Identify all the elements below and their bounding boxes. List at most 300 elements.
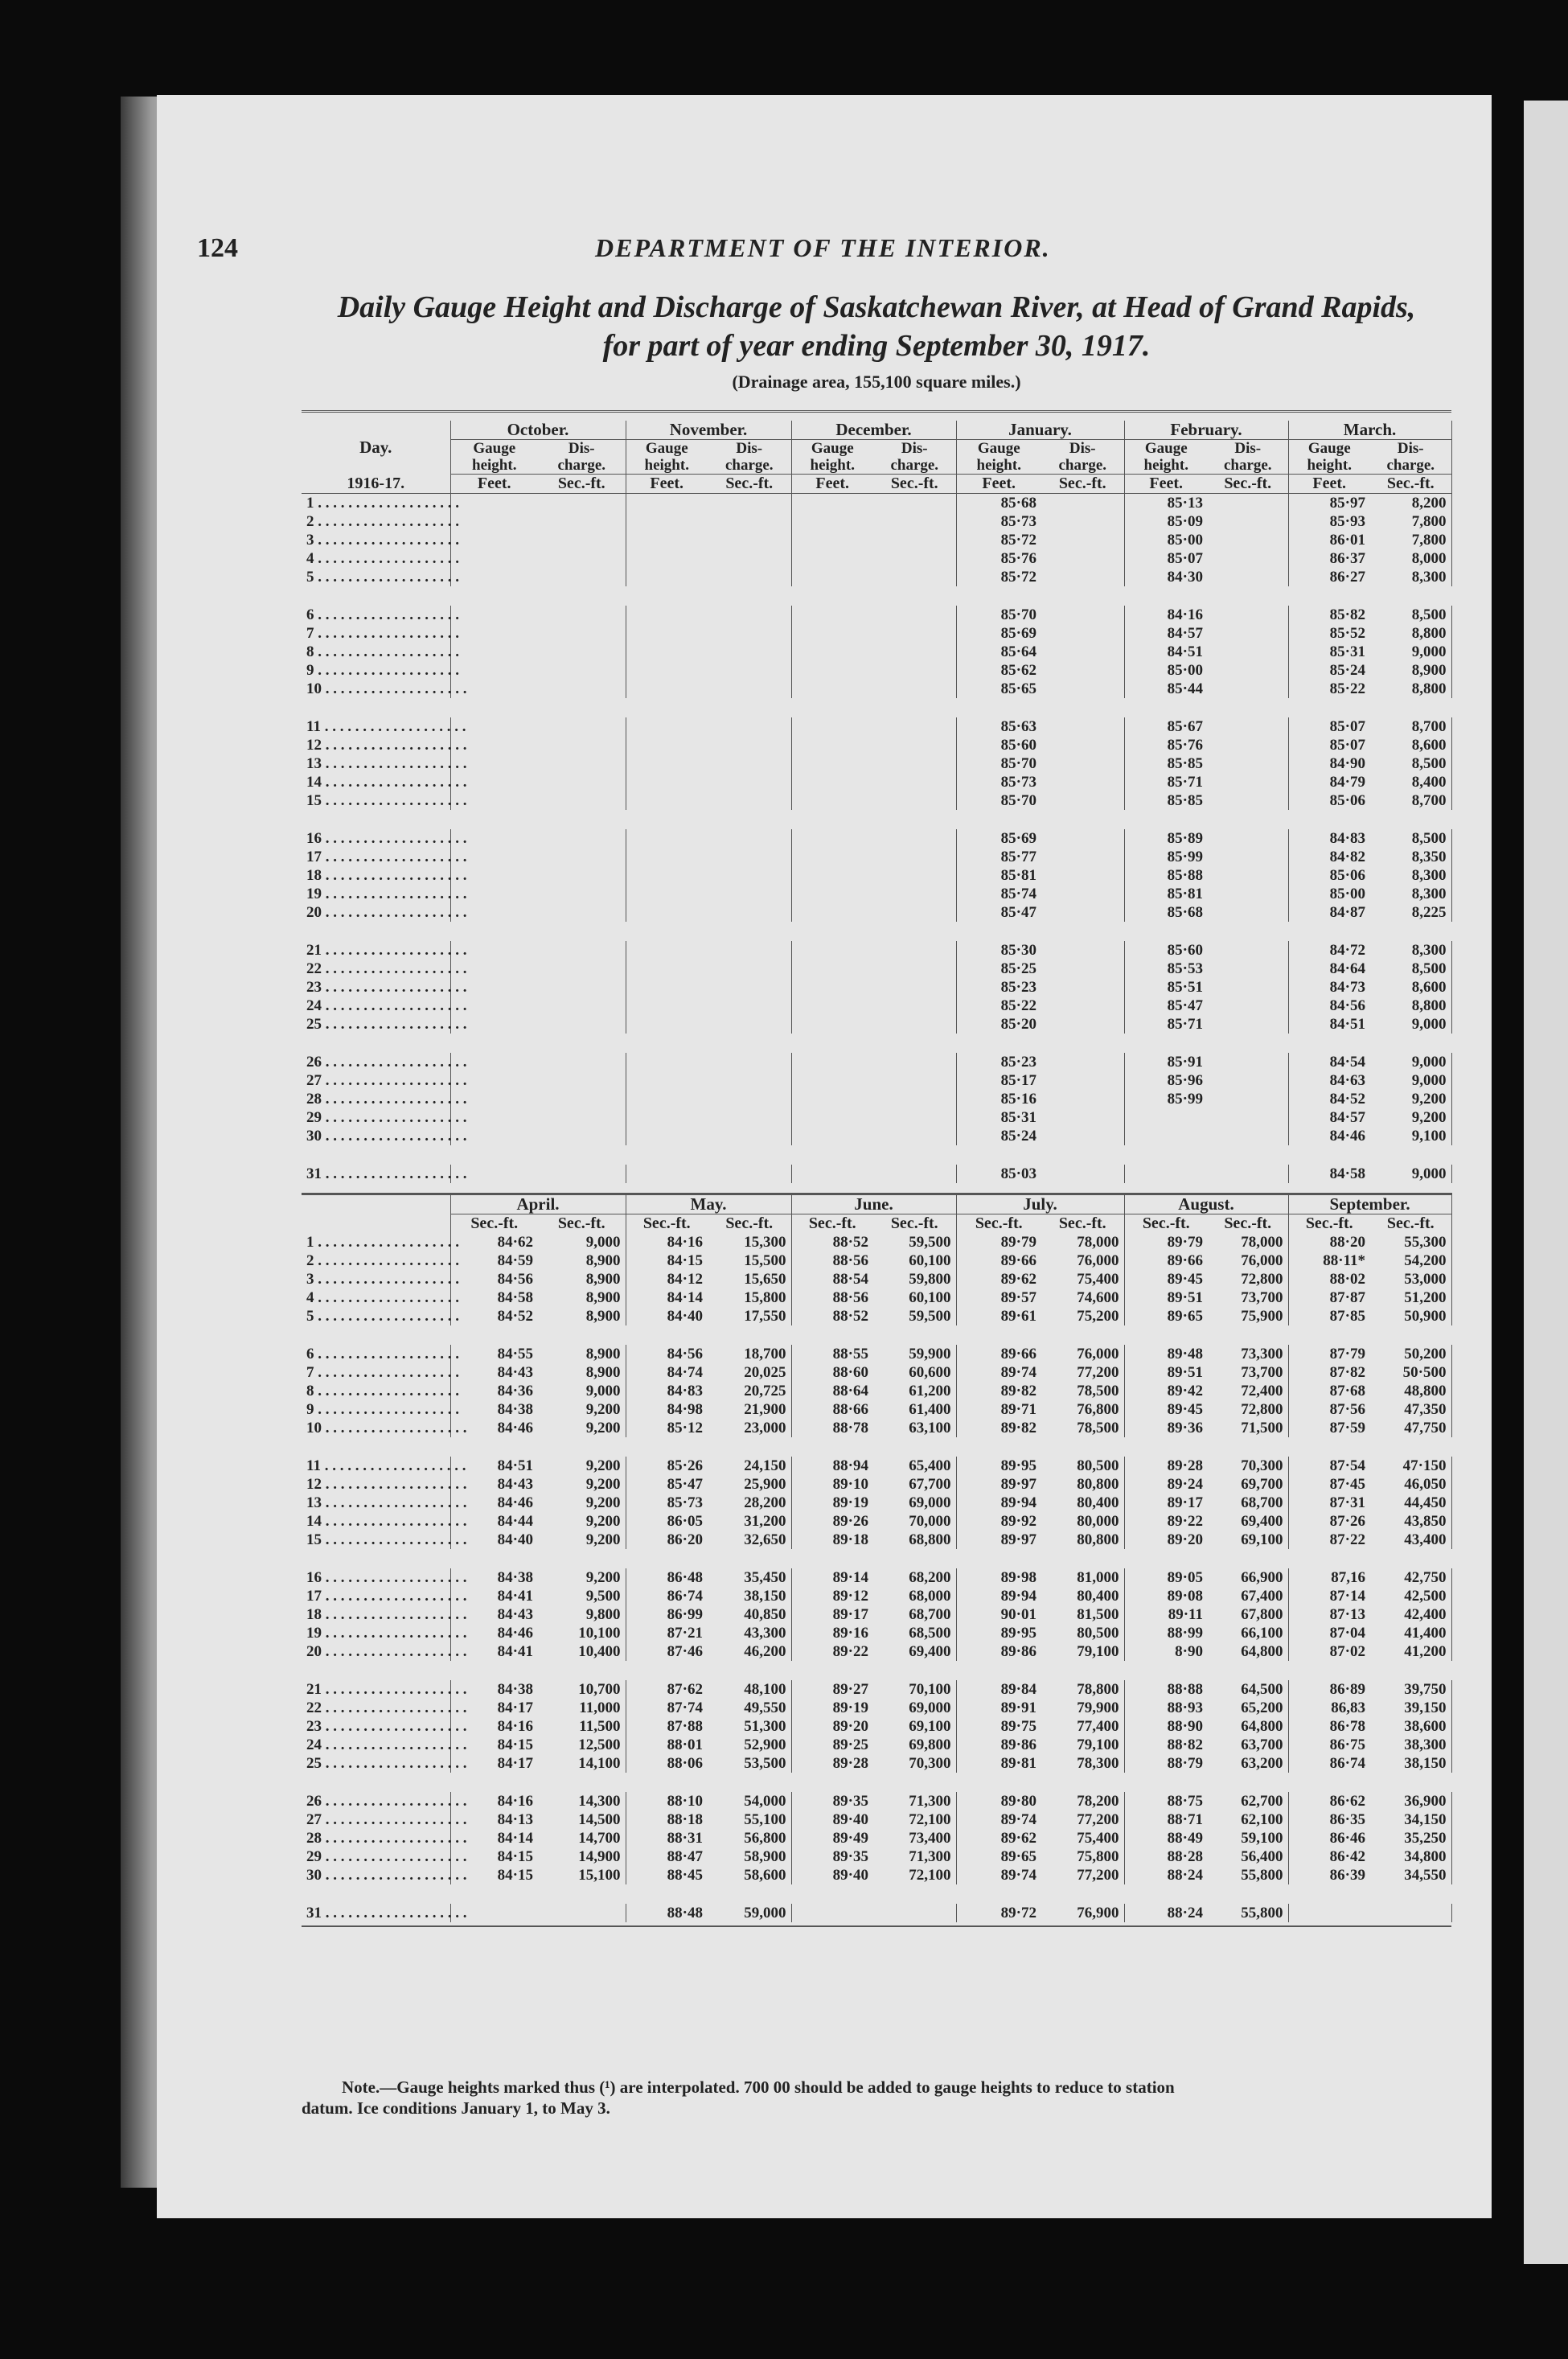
value-cell: 51,300	[708, 1717, 791, 1736]
value-cell: 89·95	[1000, 1457, 1036, 1474]
value-cell: 54,200	[1370, 1251, 1451, 1270]
value-cell	[708, 903, 791, 922]
value-cell	[791, 661, 873, 680]
value-cell: 86·42	[1329, 1848, 1365, 1865]
value-cell	[450, 512, 538, 531]
discharge-subheader: Dis- charge.	[873, 440, 956, 475]
value-cell	[1041, 606, 1124, 624]
value-cell: 89·19	[832, 1494, 868, 1511]
value-cell	[791, 624, 873, 643]
table-row	[302, 736, 1451, 754]
value-cell: 87·79	[1329, 1346, 1365, 1362]
value-cell: 84·79	[1329, 774, 1365, 791]
value-cell: 11,500	[538, 1717, 626, 1736]
table-row	[302, 1270, 1451, 1288]
value-cell: 73,700	[1208, 1363, 1288, 1382]
value-cell	[1041, 997, 1124, 1015]
value-cell: 8,350	[1370, 848, 1451, 866]
value-cell: 88·60	[832, 1364, 868, 1381]
value-cell: 85·12	[667, 1420, 703, 1436]
table-row	[302, 1071, 1451, 1090]
value-cell	[538, 1108, 626, 1127]
value-cell: 88·71	[1167, 1811, 1203, 1828]
value-cell	[1041, 494, 1124, 513]
value-cell: 88·10	[667, 1793, 703, 1810]
value-cell: 88·75	[1167, 1793, 1203, 1810]
value-cell: 85·13	[1167, 495, 1203, 512]
value-cell: 86·74	[667, 1588, 703, 1605]
discharge-subheader: Dis- charge.	[1041, 440, 1124, 475]
value-cell: 68,000	[873, 1587, 956, 1605]
value-cell: 68,700	[873, 1605, 956, 1624]
value-cell: 87·21	[667, 1625, 703, 1642]
value-cell: 87,16	[1331, 1569, 1365, 1586]
value-cell	[626, 903, 708, 922]
value-cell: 68,800	[873, 1531, 956, 1549]
value-cell: 9,000	[1370, 1053, 1451, 1071]
value-cell: 85·62	[1000, 662, 1036, 679]
day-number: 6 . . . . . . . . . . . . . . . . . . .	[302, 1345, 450, 1363]
value-cell: 90·01	[1000, 1606, 1036, 1623]
table-row	[302, 1866, 1451, 1884]
value-cell: 48,800	[1370, 1382, 1451, 1400]
value-cell	[538, 661, 626, 680]
value-cell	[1208, 549, 1288, 568]
value-cell	[873, 1053, 956, 1071]
value-cell: 10,400	[538, 1642, 626, 1661]
value-cell: 8,900	[538, 1270, 626, 1288]
value-cell: 85·53	[1167, 960, 1203, 977]
table-row	[302, 531, 1451, 549]
value-cell: 85·22	[1000, 997, 1036, 1014]
month-header: June.	[791, 1194, 956, 1214]
drainage-area-note: (Drainage area, 155,100 square miles.)	[732, 372, 1021, 392]
day-number: 10 . . . . . . . . . . . . . . . . . . .	[302, 1419, 450, 1437]
table-row	[302, 606, 1451, 624]
value-cell: 85·70	[1000, 792, 1036, 809]
value-cell: 86·78	[1329, 1718, 1365, 1735]
value-cell	[1041, 791, 1124, 810]
value-cell: 79,100	[1041, 1736, 1124, 1754]
value-cell: 89·61	[1000, 1308, 1036, 1325]
value-cell: 87·02	[1329, 1643, 1365, 1660]
value-cell: 8,900	[538, 1251, 626, 1270]
group-gap	[302, 810, 1451, 829]
unit-secft: Sec.-ft.	[873, 1214, 956, 1234]
value-cell: 43,400	[1370, 1531, 1451, 1549]
value-cell	[791, 1127, 873, 1145]
value-cell: 88·48	[667, 1905, 703, 1921]
value-cell	[791, 829, 873, 848]
table-row	[302, 1736, 1451, 1754]
value-cell: 84·40	[497, 1531, 533, 1548]
value-cell	[626, 997, 708, 1015]
value-cell: 87·14	[1329, 1588, 1365, 1605]
day-number: 19 . . . . . . . . . . . . . . . . . . .	[302, 1624, 450, 1642]
value-cell: 70,000	[873, 1512, 956, 1531]
table-row	[302, 1419, 1451, 1437]
value-cell: 85·26	[667, 1457, 703, 1474]
value-cell	[873, 1015, 956, 1034]
value-cell: 8,900	[538, 1345, 626, 1363]
value-cell: 85·52	[1329, 625, 1365, 642]
value-cell: 8,500	[1370, 606, 1451, 624]
value-cell: 88·18	[667, 1811, 703, 1828]
value-cell: 89·20	[1167, 1531, 1203, 1548]
day-number: 4 . . . . . . . . . . . . . . . . . . .	[302, 549, 450, 568]
value-cell: 64,800	[1208, 1642, 1288, 1661]
day-number: 23 . . . . . . . . . . . . . . . . . . .	[302, 1717, 450, 1736]
value-cell: 89·26	[832, 1513, 868, 1530]
value-cell: 15,300	[708, 1233, 791, 1251]
value-cell	[708, 754, 791, 773]
value-cell	[708, 568, 791, 586]
value-cell: 87·04	[1329, 1625, 1365, 1642]
value-cell	[538, 885, 626, 903]
table-row	[302, 1108, 1451, 1127]
value-cell	[1124, 1108, 1208, 1127]
value-cell	[791, 754, 873, 773]
value-cell: 89·17	[832, 1606, 868, 1623]
value-cell	[873, 941, 956, 960]
value-cell: 85·07	[1329, 737, 1365, 754]
value-cell: 84·62	[497, 1234, 533, 1251]
table-row	[302, 997, 1451, 1015]
value-cell: 72,800	[1208, 1270, 1288, 1288]
value-cell	[538, 568, 626, 586]
day-number: 13 . . . . . . . . . . . . . . . . . . .	[302, 754, 450, 773]
value-cell: 89·45	[1167, 1271, 1203, 1288]
value-cell: 89·17	[1167, 1494, 1203, 1511]
unit-secft: Sec.-ft.	[538, 475, 626, 494]
value-cell	[873, 717, 956, 736]
value-cell	[791, 885, 873, 903]
value-cell: 88·94	[832, 1457, 868, 1474]
value-cell: 85·70	[1000, 755, 1036, 772]
value-cell: 9,200	[538, 1400, 626, 1419]
value-cell: 71,300	[873, 1792, 956, 1810]
value-cell: 80,400	[1041, 1587, 1124, 1605]
value-cell: 88·02	[1329, 1271, 1365, 1288]
unit-secft: Sec.-ft.	[1041, 1214, 1124, 1234]
value-cell	[1041, 885, 1124, 903]
value-cell: 87·59	[1329, 1420, 1365, 1436]
value-cell: 8,500	[1370, 960, 1451, 978]
winter-body	[302, 494, 1451, 1184]
value-cell	[626, 624, 708, 643]
value-cell: 84·57	[1167, 625, 1203, 642]
value-cell: 84·46	[497, 1494, 533, 1511]
value-cell	[708, 624, 791, 643]
day-number: 31 . . . . . . . . . . . . . . . . . . .	[302, 1904, 450, 1922]
value-cell: 89·86	[1000, 1643, 1036, 1660]
value-cell	[450, 531, 538, 549]
value-cell: 9,200	[538, 1512, 626, 1531]
day-number: 7 . . . . . . . . . . . . . . . . . . .	[302, 624, 450, 643]
value-cell: 86·48	[667, 1569, 703, 1586]
value-cell: 87·46	[667, 1643, 703, 1660]
value-cell: 89·25	[832, 1736, 868, 1753]
value-cell: 84·90	[1329, 755, 1365, 772]
value-cell: 78,000	[1208, 1233, 1288, 1251]
value-cell: 8,800	[1370, 624, 1451, 643]
day-number: 28 . . . . . . . . . . . . . . . . . . .	[302, 1090, 450, 1108]
value-cell: 85·82	[1329, 606, 1365, 623]
day-number: 24 . . . . . . . . . . . . . . . . . . .	[302, 1736, 450, 1754]
gauge-height-subheader: Gauge height.	[1288, 440, 1370, 475]
value-cell: 85·00	[1167, 532, 1203, 549]
value-cell: 71,500	[1208, 1419, 1288, 1437]
value-cell	[791, 903, 873, 922]
day-number: 22 . . . . . . . . . . . . . . . . . . .	[302, 1699, 450, 1717]
value-cell: 66,100	[1208, 1624, 1288, 1642]
month-header: February.	[1124, 421, 1288, 440]
value-cell	[791, 1904, 873, 1922]
value-cell	[873, 736, 956, 754]
value-cell: 89·40	[832, 1811, 868, 1828]
value-cell: 77,200	[1041, 1363, 1124, 1382]
value-cell: 84·55	[497, 1346, 533, 1362]
value-cell	[1208, 941, 1288, 960]
day-number: 25 . . . . . . . . . . . . . . . . . . .	[302, 1754, 450, 1773]
value-cell: 84·74	[667, 1364, 703, 1381]
table-row	[302, 1605, 1451, 1624]
value-cell: 85·00	[1329, 886, 1365, 902]
gap-cell	[302, 1549, 1451, 1568]
value-cell: 20,025	[708, 1363, 791, 1382]
value-cell: 87·54	[1329, 1457, 1365, 1474]
value-cell: 42,750	[1370, 1568, 1451, 1587]
value-cell: 70,300	[873, 1754, 956, 1773]
value-cell	[873, 494, 956, 513]
value-cell: 8,900	[538, 1307, 626, 1325]
value-cell: 85·73	[667, 1494, 703, 1511]
value-cell	[450, 568, 538, 586]
value-cell	[538, 717, 626, 736]
value-cell: 58,600	[708, 1866, 791, 1884]
value-cell: 89·71	[1000, 1401, 1036, 1418]
running-head: DEPARTMENT OF THE INTERIOR.	[595, 233, 1051, 262]
table-row	[302, 680, 1451, 698]
value-cell: 84·57	[1329, 1109, 1365, 1126]
value-cell: 84·16	[667, 1234, 703, 1251]
value-cell: 89·16	[832, 1625, 868, 1642]
month-header: April.	[450, 1194, 626, 1214]
value-cell: 84·41	[497, 1588, 533, 1605]
value-cell: 89·66	[1167, 1252, 1203, 1269]
value-cell	[1124, 1165, 1208, 1183]
value-cell	[626, 773, 708, 791]
value-cell: 84·59	[497, 1252, 533, 1269]
value-cell: 89·82	[1000, 1420, 1036, 1436]
value-cell	[1208, 643, 1288, 661]
value-cell: 81,000	[1041, 1568, 1124, 1587]
day-number: 22 . . . . . . . . . . . . . . . . . . .	[302, 960, 450, 978]
value-cell	[450, 549, 538, 568]
value-cell	[538, 773, 626, 791]
day-number: 26 . . . . . . . . . . . . . . . . . . .	[302, 1792, 450, 1810]
value-cell: 89·28	[1167, 1457, 1203, 1474]
group-gap	[302, 1773, 1451, 1792]
value-cell: 85·65	[1000, 680, 1036, 697]
value-cell: 9,800	[538, 1605, 626, 1624]
value-cell: 80,000	[1041, 1512, 1124, 1531]
value-cell: 87·74	[667, 1699, 703, 1716]
table-row	[302, 866, 1451, 885]
discharge-subheader: Dis- charge.	[538, 440, 626, 475]
value-cell: 86·39	[1329, 1867, 1365, 1884]
table-row	[302, 1494, 1451, 1512]
value-cell: 85·96	[1167, 1072, 1203, 1089]
gap-cell	[302, 1661, 1451, 1680]
value-cell: 8,800	[1370, 680, 1451, 698]
value-cell: 85·20	[1000, 1016, 1036, 1033]
value-cell	[708, 549, 791, 568]
value-cell	[1041, 829, 1124, 848]
value-cell: 35,450	[708, 1568, 791, 1587]
value-cell	[1041, 549, 1124, 568]
unit-secft: Sec.-ft.	[1305, 1214, 1353, 1232]
section-rule	[302, 1183, 1451, 1194]
day-number: 12 . . . . . . . . . . . . . . . . . . .	[302, 1475, 450, 1494]
value-cell: 89·94	[1000, 1494, 1036, 1511]
value-cell: 75,400	[1041, 1829, 1124, 1847]
value-cell: 89·79	[1167, 1234, 1203, 1251]
value-cell: 89·62	[1000, 1271, 1036, 1288]
value-cell	[791, 866, 873, 885]
value-cell	[1041, 717, 1124, 736]
value-cell	[873, 791, 956, 810]
value-cell	[708, 960, 791, 978]
value-cell: 9,200	[538, 1531, 626, 1549]
value-cell	[1208, 829, 1288, 848]
value-cell: 88·52	[832, 1308, 868, 1325]
value-cell: 84·16	[1167, 606, 1203, 623]
value-cell	[708, 1165, 791, 1183]
value-cell: 49,550	[708, 1699, 791, 1717]
value-cell: 42,400	[1370, 1605, 1451, 1624]
table-row	[302, 1345, 1451, 1363]
value-cell: 84·87	[1329, 904, 1365, 921]
value-cell: 41,200	[1370, 1642, 1451, 1661]
value-cell: 89·86	[1000, 1736, 1036, 1753]
value-cell: 8,700	[1370, 717, 1451, 736]
value-cell: 8,700	[1370, 791, 1451, 810]
value-cell	[791, 512, 873, 531]
value-cell: 85·30	[1000, 942, 1036, 959]
value-cell	[708, 941, 791, 960]
value-cell: 47,350	[1370, 1400, 1451, 1419]
value-cell	[1041, 773, 1124, 791]
value-cell	[538, 978, 626, 997]
value-cell: 85·31	[1000, 1109, 1036, 1126]
value-cell: 87·45	[1329, 1476, 1365, 1493]
value-cell: 85·51	[1167, 979, 1203, 996]
value-cell: 86·46	[1329, 1830, 1365, 1847]
table-row	[302, 1251, 1451, 1270]
value-cell	[450, 494, 538, 513]
value-cell: 9,200	[538, 1494, 626, 1512]
value-cell: 80,400	[1041, 1494, 1124, 1512]
gauge-height-subheader: Gauge height.	[956, 440, 1041, 475]
day-column-blank-2	[302, 1214, 450, 1234]
day-number: 17 . . . . . . . . . . . . . . . . . . .	[302, 848, 450, 866]
value-cell	[1041, 1015, 1124, 1034]
value-cell: 85·69	[1000, 625, 1036, 642]
unit-secft: Sec.-ft.	[538, 1214, 626, 1234]
value-cell: 69,800	[873, 1736, 956, 1754]
value-cell: 76,000	[1041, 1251, 1124, 1270]
unit-secft: Sec.-ft.	[642, 1214, 691, 1232]
value-cell	[1041, 903, 1124, 922]
value-cell: 9,200	[538, 1419, 626, 1437]
day-number: 1 . . . . . . . . . . . . . . . . . . .	[302, 1233, 450, 1251]
value-cell: 84·51	[1329, 1016, 1365, 1033]
value-cell	[873, 1127, 956, 1145]
value-cell	[1208, 1053, 1288, 1071]
value-cell	[1208, 1165, 1288, 1183]
value-cell: 86·35	[1329, 1811, 1365, 1828]
value-cell	[1208, 1090, 1288, 1108]
value-cell: 21,900	[708, 1400, 791, 1419]
value-cell: 89·22	[1167, 1513, 1203, 1530]
month-header: August.	[1124, 1194, 1288, 1214]
month-header: July.	[956, 1194, 1124, 1214]
value-cell: 85·23	[1000, 1054, 1036, 1071]
value-cell: 53,500	[708, 1754, 791, 1773]
value-cell: 8,300	[1370, 568, 1451, 586]
table-row	[302, 1475, 1451, 1494]
value-cell: 80,800	[1041, 1475, 1124, 1494]
table-row	[302, 1568, 1451, 1587]
value-cell	[1041, 960, 1124, 978]
day-number: 2 . . . . . . . . . . . . . . . . . . .	[302, 1251, 450, 1270]
value-cell: 80,500	[1041, 1457, 1124, 1475]
value-cell: 88·56	[832, 1289, 868, 1306]
value-cell	[1208, 1127, 1288, 1145]
value-cell	[1208, 997, 1288, 1015]
value-cell: 74,600	[1041, 1288, 1124, 1307]
group-gap	[302, 1145, 1451, 1165]
value-cell	[873, 829, 956, 848]
value-cell: 84·56	[497, 1271, 533, 1288]
day-number: 21 . . . . . . . . . . . . . . . . . . .	[302, 1680, 450, 1699]
value-cell: 88·54	[832, 1271, 868, 1288]
value-cell: 84·14	[497, 1830, 533, 1847]
value-cell: 85·16	[1000, 1091, 1036, 1108]
value-cell	[873, 531, 956, 549]
unit-secft: Sec.-ft.	[975, 1214, 1023, 1232]
value-cell: 34,550	[1370, 1866, 1451, 1884]
value-cell	[538, 643, 626, 661]
value-cell	[791, 680, 873, 698]
table-row	[302, 1680, 1451, 1699]
value-cell: 89·08	[1167, 1588, 1203, 1605]
title-line-2: for part of year ending September 30, 1917.	[602, 329, 1151, 363]
value-cell	[626, 512, 708, 531]
value-cell	[791, 643, 873, 661]
value-cell	[708, 494, 791, 513]
value-cell: 31,200	[708, 1512, 791, 1531]
value-cell: 85·47	[667, 1476, 703, 1493]
day-number: 3 . . . . . . . . . . . . . . . . . . .	[302, 531, 450, 549]
facing-page-edge	[1524, 101, 1568, 2264]
value-cell: 9,000	[1370, 643, 1451, 661]
value-cell: 84·56	[667, 1346, 703, 1362]
table-row	[302, 1847, 1451, 1866]
value-cell: 89·66	[1000, 1346, 1036, 1362]
day-number: 1 . . . . . . . . . . . . . . . . . . .	[302, 494, 450, 513]
